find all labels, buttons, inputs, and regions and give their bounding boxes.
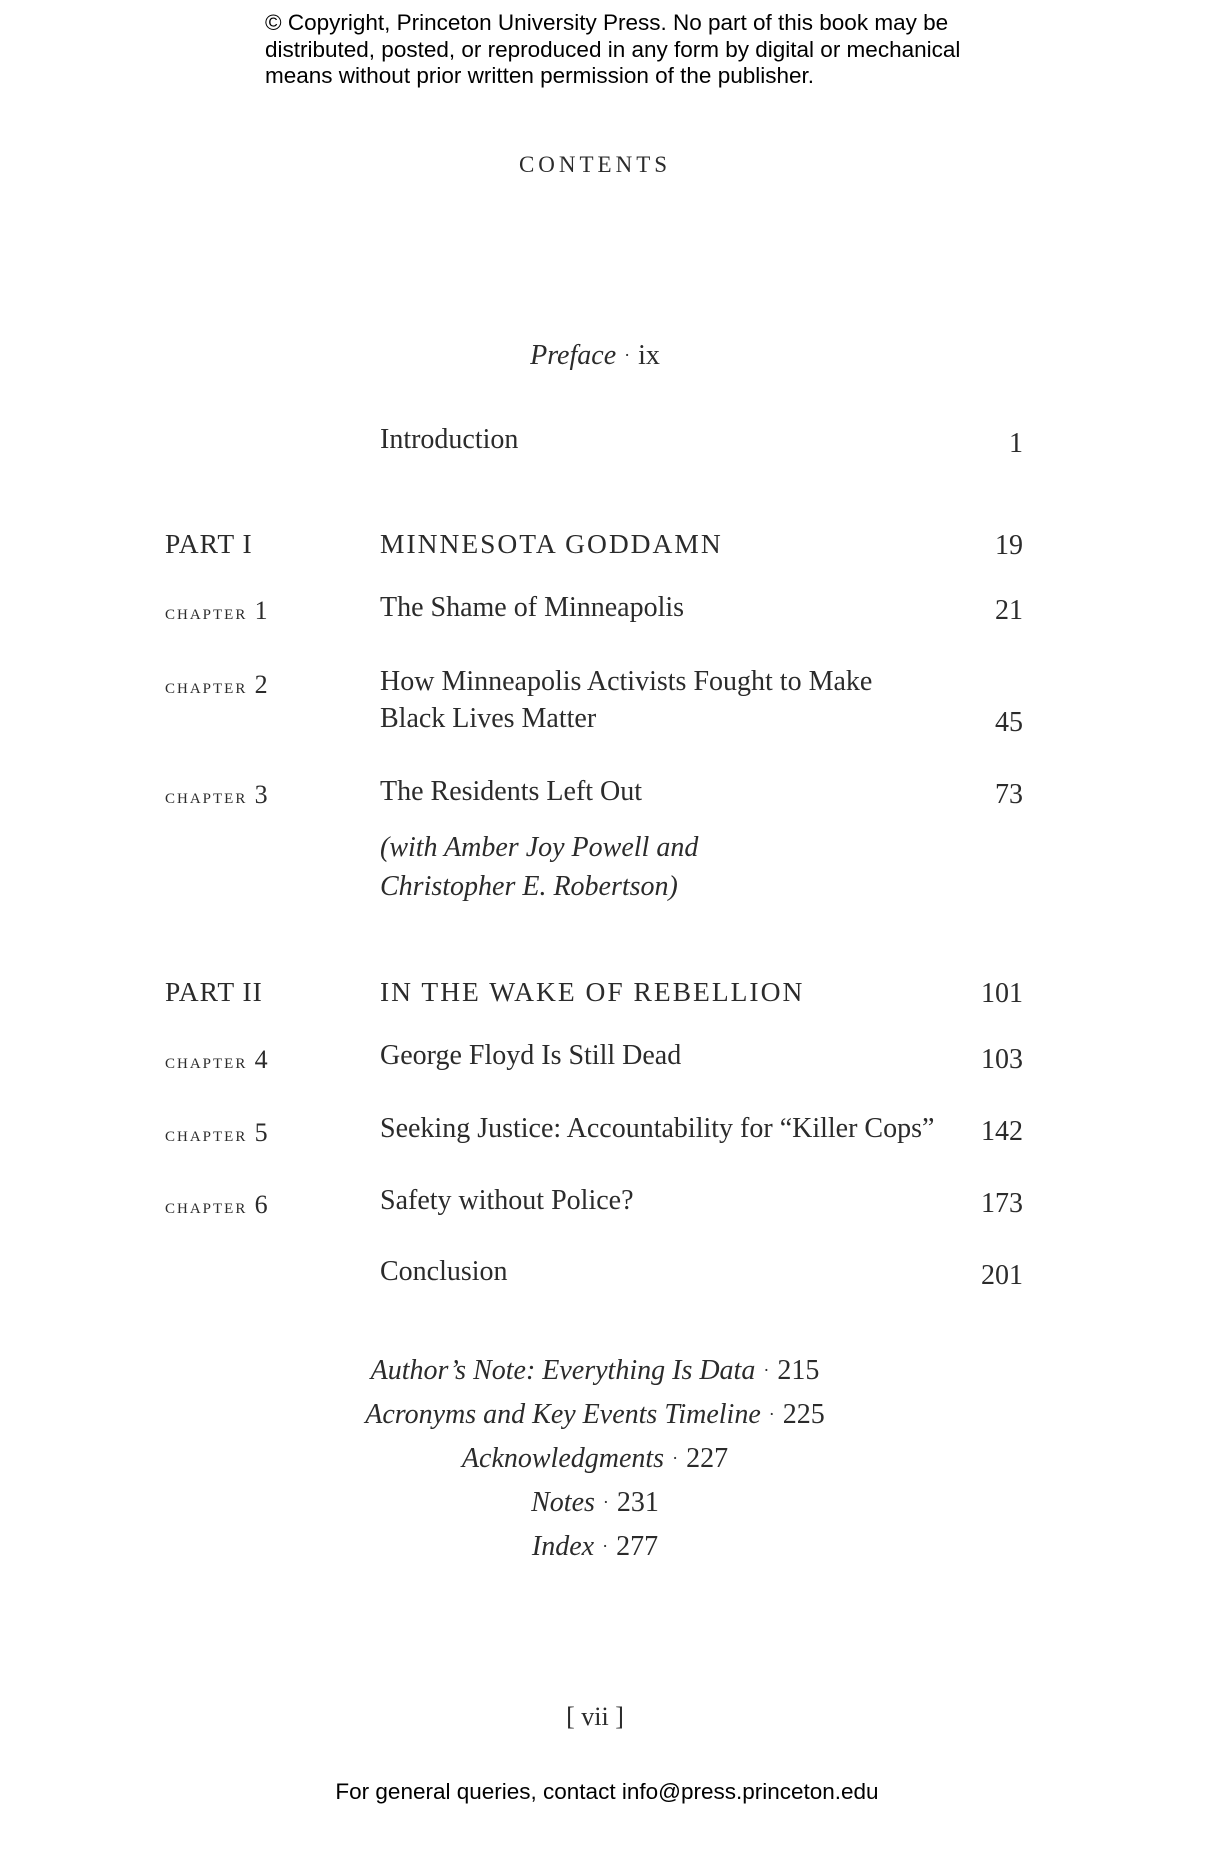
chapter-label: chapter 2: [165, 670, 268, 699]
separator-dot: ·: [624, 345, 631, 365]
chapter-title: The Residents Left Out: [380, 776, 643, 807]
toc-entry-conclusion-page: 201: [981, 1260, 1023, 1291]
chapter-title: Seeking Justice: Accountability for “Killer Cops”: [380, 1113, 935, 1144]
part-label: PART I: [165, 528, 253, 559]
chapter-page: 103: [981, 1044, 1023, 1075]
chapter-label: chapter 6: [165, 1190, 268, 1219]
back-matter-entry: Acronyms and Key Events Timeline · 225: [365, 1399, 825, 1430]
copyright-notice: © Copyright, Princeton University Press. No part of this book may be distributed, posted, or reproduced in any form by digital or mechanical means without prior written permission of the publisher.: [265, 10, 961, 88]
toc-entry-introduction-page: 1: [1009, 428, 1023, 459]
toc-entry-introduction-title: Introduction: [380, 424, 519, 455]
part-label: PART II: [165, 976, 263, 1007]
chapter-label: chapter 1: [165, 596, 268, 625]
chapter-title: Safety without Police?: [380, 1185, 634, 1216]
chapter-page: 173: [981, 1188, 1023, 1219]
chapter-title: George Floyd Is Still Dead: [380, 1040, 682, 1071]
chapter-title-line-1: How Minneapolis Activists Fought to Make: [380, 666, 873, 697]
chapter-label: chapter 3: [165, 780, 268, 809]
chapter-title-line-2: Black Lives Matter: [380, 703, 597, 734]
part-title: MINNESOTA GODDAMN: [380, 528, 723, 559]
chapter-contributors-line-2: Christopher E. Robertson): [380, 871, 678, 902]
chapter-label: chapter 4: [165, 1045, 268, 1074]
entry-page: ix: [638, 340, 660, 371]
entry-title: Preface: [530, 340, 617, 371]
page-folio: [ vii ]: [566, 1702, 624, 1731]
back-matter-entry: Author’s Note: Everything Is Data · 215: [370, 1355, 820, 1386]
toc-entry-conclusion-title: Conclusion: [380, 1256, 508, 1287]
part-title: IN THE WAKE OF REBELLION: [380, 976, 805, 1007]
chapter-title: The Shame of Minneapolis: [380, 592, 685, 623]
chapter-page: 142: [981, 1116, 1023, 1147]
footer-contact: For general queries, contact info@press.princeton.edu: [335, 1779, 879, 1804]
chapter-page: 21: [995, 595, 1023, 626]
part-page: 19: [995, 530, 1023, 561]
chapter-page: 73: [995, 779, 1023, 810]
toc-entry-preface: [0, 340, 1190, 372]
chapter-contributors-line-1: (with Amber Joy Powell and: [380, 832, 699, 863]
back-matter-entry: Acknowledgments · 227: [461, 1443, 729, 1474]
back-matter-entry: Notes · 231: [531, 1487, 659, 1518]
chapter-label: chapter 5: [165, 1118, 268, 1147]
back-matter-entry: Index · 277: [531, 1531, 659, 1562]
chapter-page: 45: [995, 707, 1023, 738]
page-title: CONTENTS: [518, 152, 672, 177]
part-page: 101: [981, 978, 1023, 1009]
